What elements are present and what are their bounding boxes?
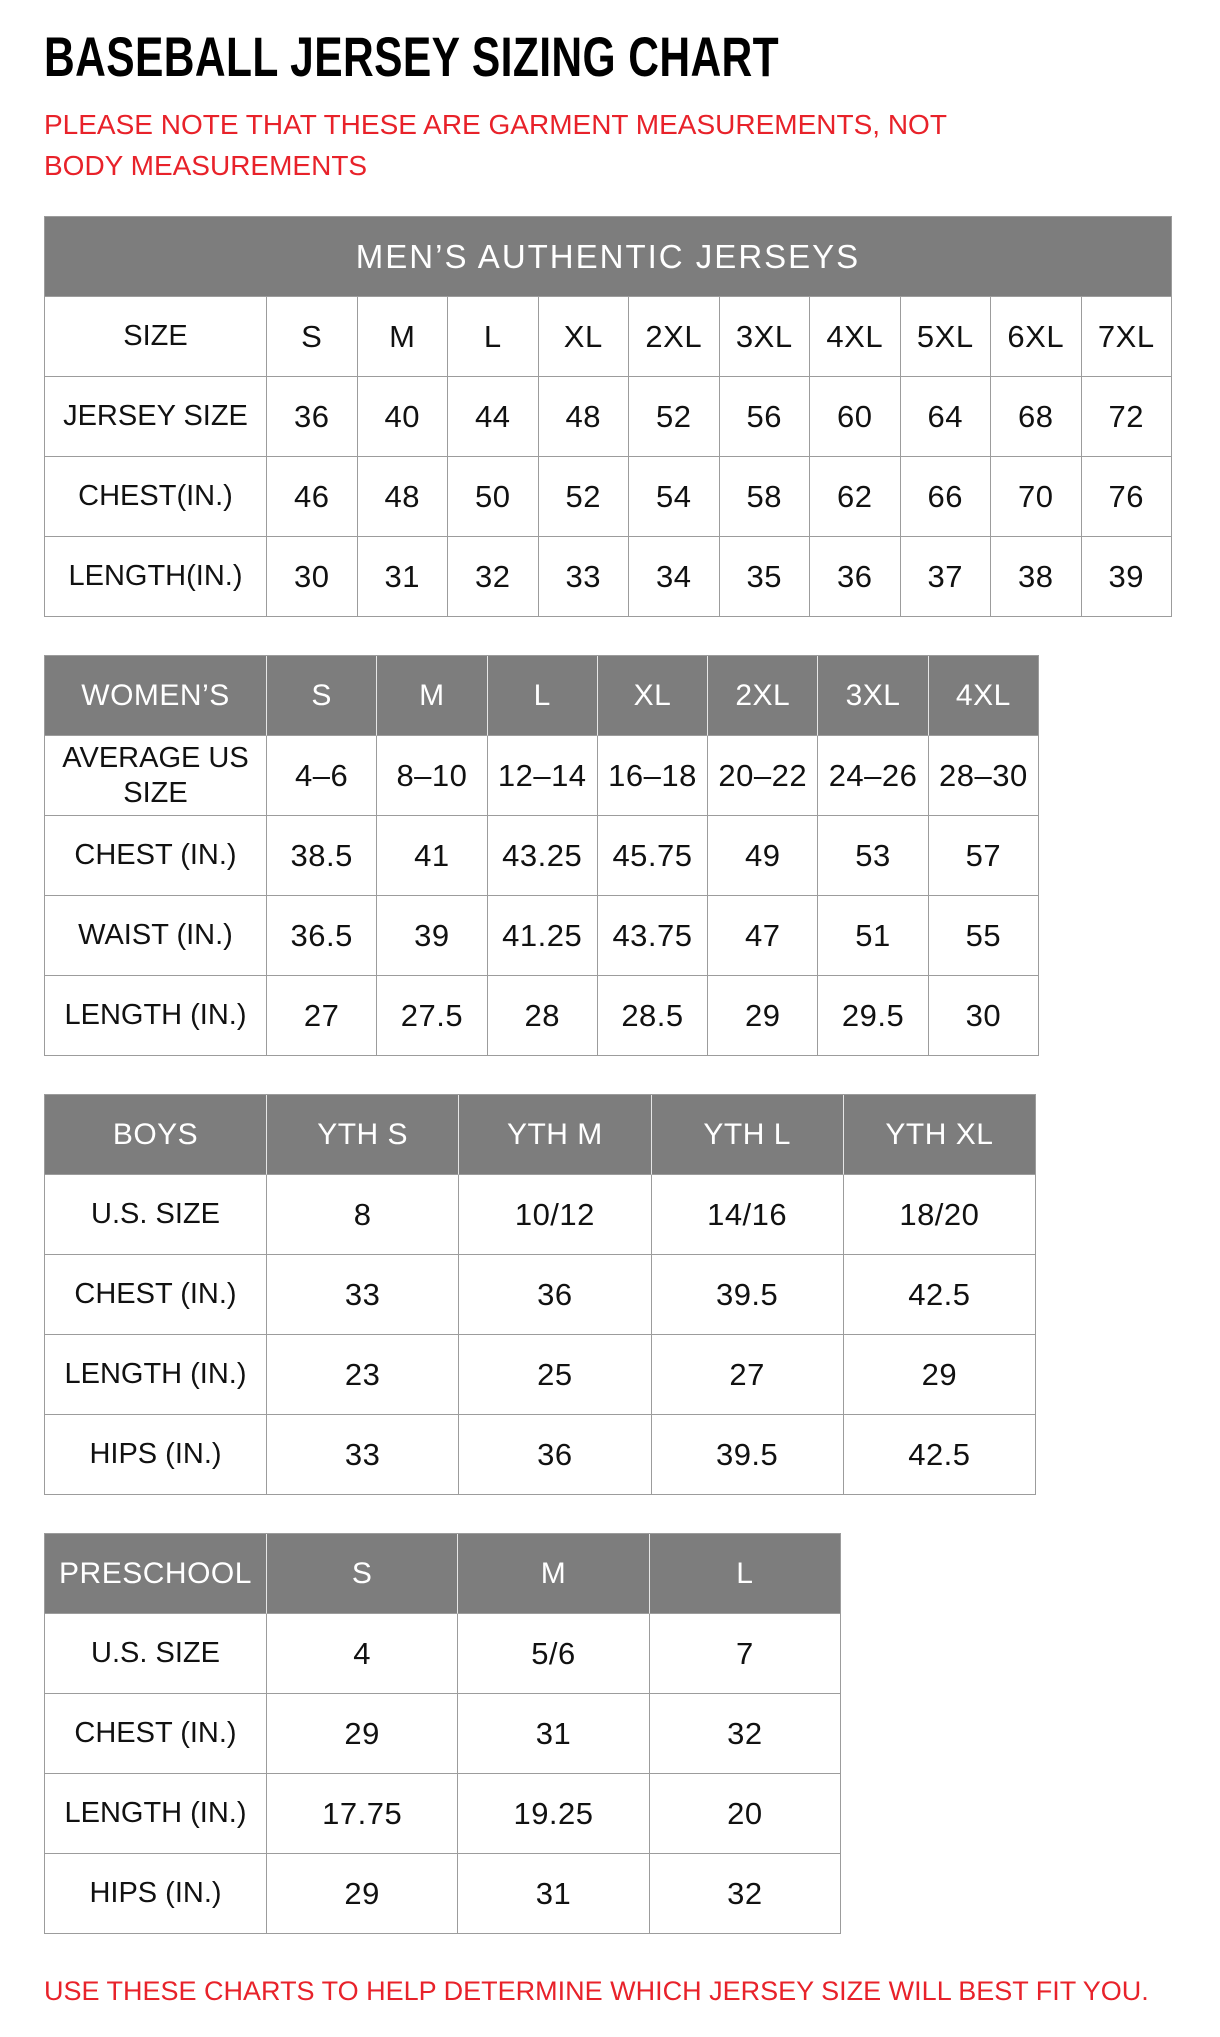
header-size-cell: XL <box>598 656 708 736</box>
value-cell: 3XL <box>720 297 811 377</box>
value-cell: 64 <box>901 377 992 457</box>
value-cell: 32 <box>650 1694 841 1774</box>
row-label-cell: LENGTH(IN.) <box>45 537 267 617</box>
value-cell: 48 <box>539 377 630 457</box>
table-row <box>45 1774 841 1854</box>
value-cell: 60 <box>810 377 901 457</box>
value-cell: 43.75 <box>598 896 708 976</box>
table-title-row <box>45 217 1172 297</box>
value-cell: 27.5 <box>377 976 487 1056</box>
header-size-cell: 3XL <box>818 656 928 736</box>
table-row <box>45 976 1039 1056</box>
table-header-row <box>45 656 1039 736</box>
table-row <box>45 1614 841 1694</box>
value-cell: 18/20 <box>844 1175 1036 1255</box>
header-size-cell: L <box>488 656 598 736</box>
value-cell: 4 <box>267 1614 458 1694</box>
value-cell: 30 <box>267 537 358 617</box>
value-cell: 52 <box>629 377 720 457</box>
value-cell: 33 <box>267 1415 459 1495</box>
value-cell: 76 <box>1082 457 1173 537</box>
row-label-cell: CHEST(IN.) <box>45 457 267 537</box>
value-cell: 28–30 <box>929 736 1039 816</box>
value-cell: 51 <box>818 896 928 976</box>
value-cell: 41 <box>377 816 487 896</box>
value-cell: 38 <box>991 537 1082 617</box>
value-cell: 36.5 <box>267 896 377 976</box>
table-row <box>45 816 1039 896</box>
row-label-cell: HIPS (IN.) <box>45 1854 267 1934</box>
row-label-cell: U.S. SIZE <box>45 1614 267 1694</box>
mens-authentic-jerseys-table <box>44 216 1172 617</box>
value-cell: 19.25 <box>458 1774 649 1854</box>
value-cell: 39.5 <box>652 1255 844 1335</box>
value-cell: 29 <box>267 1854 458 1934</box>
header-size-cell: S <box>267 656 377 736</box>
table-row <box>45 297 1172 377</box>
value-cell: 33 <box>267 1255 459 1335</box>
value-cell: 34 <box>629 537 720 617</box>
value-cell: 47 <box>708 896 818 976</box>
value-cell: 30 <box>929 976 1039 1056</box>
value-cell: 20–22 <box>708 736 818 816</box>
header-size-cell: YTH M <box>459 1095 651 1175</box>
value-cell: 70 <box>991 457 1082 537</box>
value-cell: 28 <box>488 976 598 1056</box>
header-size-cell: YTH L <box>652 1095 844 1175</box>
value-cell: 66 <box>901 457 992 537</box>
value-cell: 2XL <box>629 297 720 377</box>
value-cell: 36 <box>810 537 901 617</box>
row-label-cell: CHEST (IN.) <box>45 1255 267 1335</box>
row-label-cell: HIPS (IN.) <box>45 1415 267 1495</box>
row-label-cell: LENGTH (IN.) <box>45 976 267 1056</box>
value-cell: 36 <box>267 377 358 457</box>
value-cell: 5/6 <box>458 1614 649 1694</box>
row-label-cell: SIZE <box>45 297 267 377</box>
value-cell: 7 <box>650 1614 841 1694</box>
table-row <box>45 537 1172 617</box>
value-cell: 72 <box>1082 377 1173 457</box>
value-cell: 6XL <box>991 297 1082 377</box>
value-cell: 31 <box>458 1694 649 1774</box>
value-cell: 37 <box>901 537 992 617</box>
value-cell: 20 <box>650 1774 841 1854</box>
row-label-cell: CHEST (IN.) <box>45 816 267 896</box>
value-cell: 12–14 <box>488 736 598 816</box>
value-cell: 39 <box>377 896 487 976</box>
value-cell: 41.25 <box>488 896 598 976</box>
value-cell: 25 <box>459 1335 651 1415</box>
value-cell: 16–18 <box>598 736 708 816</box>
value-cell: 48 <box>358 457 449 537</box>
table-row <box>45 1854 841 1934</box>
value-cell: 45.75 <box>598 816 708 896</box>
value-cell: 46 <box>267 457 358 537</box>
header-size-cell: M <box>377 656 487 736</box>
value-cell: 8 <box>267 1175 459 1255</box>
value-cell: 39 <box>1082 537 1173 617</box>
value-cell: 31 <box>358 537 449 617</box>
value-cell: 39.5 <box>652 1415 844 1495</box>
value-cell: 36 <box>459 1415 651 1495</box>
table-row <box>45 1335 1036 1415</box>
row-label-cell: WAIST (IN.) <box>45 896 267 976</box>
header-size-cell: S <box>267 1534 458 1614</box>
value-cell: 35 <box>720 537 811 617</box>
value-cell: 7XL <box>1082 297 1173 377</box>
value-cell: 42.5 <box>844 1255 1036 1335</box>
value-cell: 43.25 <box>488 816 598 896</box>
fit-advice-note: USE THESE CHARTS TO HELP DETERMINE WHICH JERSEY SIZE WILL BEST FIT YOU. <box>44 1976 1149 2007</box>
table-row <box>45 1255 1036 1335</box>
row-label-cell: CHEST (IN.) <box>45 1694 267 1774</box>
value-cell: 33 <box>539 537 630 617</box>
garment-measurements-note: PLEASE NOTE THAT THESE ARE GARMENT MEASUREMENTS, NOT BODY MEASUREMENTS <box>44 109 947 181</box>
womens-sizing-table <box>44 655 1039 1056</box>
preschool-sizing-table <box>44 1533 841 1934</box>
header-size-cell: 4XL <box>929 656 1039 736</box>
value-cell: 32 <box>650 1854 841 1934</box>
value-cell: 29 <box>267 1694 458 1774</box>
value-cell: 32 <box>448 537 539 617</box>
header-size-cell: YTH S <box>267 1095 459 1175</box>
value-cell: 14/16 <box>652 1175 844 1255</box>
value-cell: 10/12 <box>459 1175 651 1255</box>
value-cell: 4XL <box>810 297 901 377</box>
value-cell: 62 <box>810 457 901 537</box>
value-cell: 54 <box>629 457 720 537</box>
table-title: MEN’S AUTHENTIC JERSEYS <box>45 217 1172 297</box>
value-cell: 5XL <box>901 297 992 377</box>
value-cell: 53 <box>818 816 928 896</box>
header-label-cell: WOMEN’S <box>45 656 267 736</box>
table-row <box>45 1415 1036 1495</box>
value-cell: 68 <box>991 377 1082 457</box>
value-cell: 29.5 <box>818 976 928 1056</box>
value-cell: 27 <box>652 1335 844 1415</box>
value-cell: 36 <box>459 1255 651 1335</box>
table-row <box>45 1175 1036 1255</box>
header-label-cell: PRESCHOOL <box>45 1534 267 1614</box>
value-cell: 49 <box>708 816 818 896</box>
value-cell: S <box>267 297 358 377</box>
value-cell: 50 <box>448 457 539 537</box>
row-label-cell: JERSEY SIZE <box>45 377 267 457</box>
header-label-cell: BOYS <box>45 1095 267 1175</box>
value-cell: 38.5 <box>267 816 377 896</box>
header-size-cell: 2XL <box>708 656 818 736</box>
value-cell: 55 <box>929 896 1039 976</box>
row-label-cell: LENGTH (IN.) <box>45 1774 267 1854</box>
boys-sizing-table <box>44 1094 1036 1495</box>
value-cell: 56 <box>720 377 811 457</box>
value-cell: 52 <box>539 457 630 537</box>
value-cell: 24–26 <box>818 736 928 816</box>
value-cell: 42.5 <box>844 1415 1036 1495</box>
header-size-cell: L <box>650 1534 841 1614</box>
header-size-cell: M <box>458 1534 649 1614</box>
value-cell: M <box>358 297 449 377</box>
value-cell: 27 <box>267 976 377 1056</box>
row-label-cell: U.S. SIZE <box>45 1175 267 1255</box>
value-cell: 31 <box>458 1854 649 1934</box>
page-title: BASEBALL JERSEY SIZING CHART <box>44 25 780 88</box>
header-size-cell: YTH XL <box>844 1095 1036 1175</box>
table-row <box>45 1694 841 1774</box>
table-header-row <box>45 1534 841 1614</box>
row-label-cell: AVERAGE US SIZE <box>45 736 267 816</box>
value-cell: 23 <box>267 1335 459 1415</box>
table-row <box>45 736 1039 816</box>
table-row <box>45 896 1039 976</box>
value-cell: XL <box>539 297 630 377</box>
value-cell: 40 <box>358 377 449 457</box>
value-cell: 29 <box>844 1335 1036 1415</box>
value-cell: 29 <box>708 976 818 1056</box>
value-cell: 44 <box>448 377 539 457</box>
value-cell: 8–10 <box>377 736 487 816</box>
value-cell: 17.75 <box>267 1774 458 1854</box>
value-cell: L <box>448 297 539 377</box>
row-label-cell: LENGTH (IN.) <box>45 1335 267 1415</box>
table-row <box>45 457 1172 537</box>
table-header-row <box>45 1095 1036 1175</box>
value-cell: 58 <box>720 457 811 537</box>
value-cell: 57 <box>929 816 1039 896</box>
table-row <box>45 377 1172 457</box>
value-cell: 4–6 <box>267 736 377 816</box>
value-cell: 28.5 <box>598 976 708 1056</box>
